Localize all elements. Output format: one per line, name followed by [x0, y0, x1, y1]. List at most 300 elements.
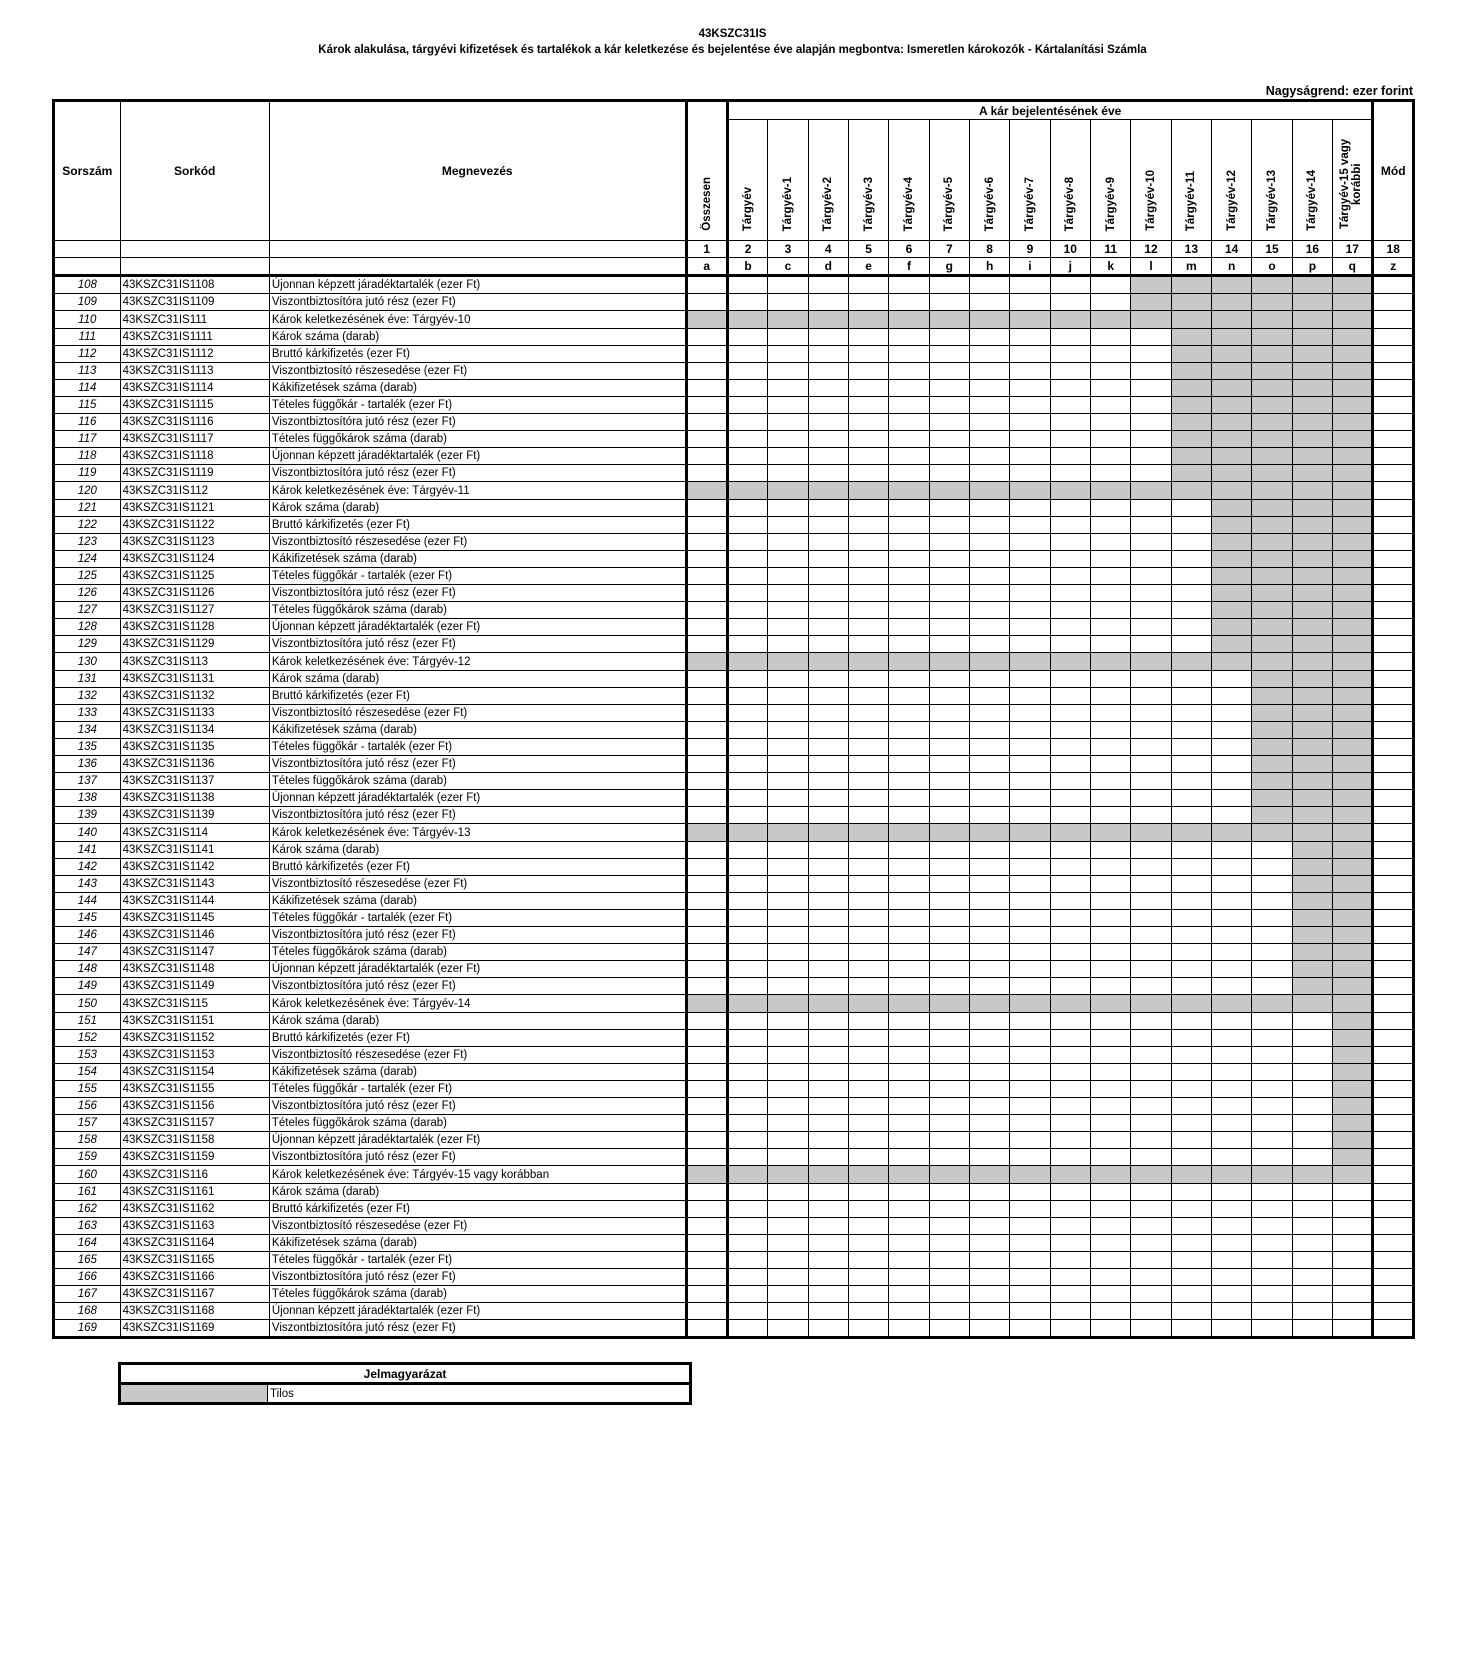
cell-4[interactable] — [808, 414, 848, 431]
cell-7[interactable] — [929, 363, 969, 380]
cell-12[interactable] — [1131, 311, 1171, 329]
cell-4[interactable] — [808, 1030, 848, 1047]
cell-3[interactable] — [768, 448, 808, 465]
cell-4[interactable] — [808, 517, 848, 534]
cell-12[interactable] — [1131, 944, 1171, 961]
cell-1[interactable] — [686, 448, 727, 465]
cell-17[interactable] — [1333, 978, 1373, 995]
cell-4[interactable] — [808, 380, 848, 397]
cell-2[interactable] — [727, 807, 767, 824]
cell-17[interactable] — [1333, 431, 1373, 448]
cell-10[interactable] — [1050, 1013, 1090, 1030]
cell-4[interactable] — [808, 1064, 848, 1081]
cell-18[interactable] — [1373, 1303, 1414, 1320]
cell-8[interactable] — [969, 636, 1009, 653]
cell-12[interactable] — [1131, 619, 1171, 636]
cell-10[interactable] — [1050, 927, 1090, 944]
cell-7[interactable] — [929, 978, 969, 995]
cell-2[interactable] — [727, 1184, 767, 1201]
cell-15[interactable] — [1252, 688, 1292, 705]
cell-12[interactable] — [1131, 448, 1171, 465]
cell-16[interactable] — [1292, 1320, 1332, 1338]
cell-14[interactable] — [1212, 1184, 1252, 1201]
cell-3[interactable] — [768, 1320, 808, 1338]
cell-18[interactable] — [1373, 1166, 1414, 1184]
cell-14[interactable] — [1212, 927, 1252, 944]
cell-13[interactable] — [1171, 534, 1211, 551]
cell-14[interactable] — [1212, 807, 1252, 824]
cell-18[interactable] — [1373, 824, 1414, 842]
cell-13[interactable] — [1171, 1013, 1211, 1030]
cell-8[interactable] — [969, 1030, 1009, 1047]
cell-5[interactable] — [848, 346, 888, 363]
cell-12[interactable] — [1131, 414, 1171, 431]
cell-12[interactable] — [1131, 329, 1171, 346]
cell-7[interactable] — [929, 1184, 969, 1201]
cell-17[interactable] — [1333, 807, 1373, 824]
cell-14[interactable] — [1212, 500, 1252, 517]
cell-8[interactable] — [969, 465, 1009, 482]
cell-5[interactable] — [848, 465, 888, 482]
cell-18[interactable] — [1373, 1269, 1414, 1286]
cell-9[interactable] — [1010, 773, 1050, 790]
cell-3[interactable] — [768, 482, 808, 500]
cell-11[interactable] — [1090, 431, 1130, 448]
cell-4[interactable] — [808, 585, 848, 602]
cell-15[interactable] — [1252, 1184, 1292, 1201]
cell-7[interactable] — [929, 893, 969, 910]
cell-4[interactable] — [808, 1269, 848, 1286]
cell-14[interactable] — [1212, 842, 1252, 859]
cell-6[interactable] — [889, 859, 929, 876]
cell-5[interactable] — [848, 500, 888, 517]
cell-9[interactable] — [1010, 431, 1050, 448]
cell-12[interactable] — [1131, 1166, 1171, 1184]
cell-12[interactable] — [1131, 294, 1171, 311]
cell-17[interactable] — [1333, 602, 1373, 619]
cell-6[interactable] — [889, 482, 929, 500]
cell-12[interactable] — [1131, 1218, 1171, 1235]
cell-9[interactable] — [1010, 688, 1050, 705]
cell-2[interactable] — [727, 500, 767, 517]
cell-8[interactable] — [969, 859, 1009, 876]
cell-8[interactable] — [969, 824, 1009, 842]
cell-5[interactable] — [848, 671, 888, 688]
cell-16[interactable] — [1292, 465, 1332, 482]
cell-18[interactable] — [1373, 1132, 1414, 1149]
cell-2[interactable] — [727, 1201, 767, 1218]
cell-16[interactable] — [1292, 859, 1332, 876]
cell-14[interactable] — [1212, 1235, 1252, 1252]
cell-10[interactable] — [1050, 653, 1090, 671]
cell-14[interactable] — [1212, 311, 1252, 329]
cell-10[interactable] — [1050, 824, 1090, 842]
cell-6[interactable] — [889, 1303, 929, 1320]
cell-12[interactable] — [1131, 927, 1171, 944]
cell-14[interactable] — [1212, 397, 1252, 414]
cell-1[interactable] — [686, 893, 727, 910]
cell-8[interactable] — [969, 1218, 1009, 1235]
cell-8[interactable] — [969, 1166, 1009, 1184]
cell-5[interactable] — [848, 1252, 888, 1269]
cell-16[interactable] — [1292, 807, 1332, 824]
cell-9[interactable] — [1010, 790, 1050, 807]
cell-11[interactable] — [1090, 1132, 1130, 1149]
cell-1[interactable] — [686, 517, 727, 534]
cell-17[interactable] — [1333, 465, 1373, 482]
cell-14[interactable] — [1212, 482, 1252, 500]
cell-4[interactable] — [808, 294, 848, 311]
cell-3[interactable] — [768, 961, 808, 978]
cell-17[interactable] — [1333, 1320, 1373, 1338]
cell-1[interactable] — [686, 551, 727, 568]
cell-13[interactable] — [1171, 1115, 1211, 1132]
cell-10[interactable] — [1050, 859, 1090, 876]
cell-15[interactable] — [1252, 859, 1292, 876]
cell-15[interactable] — [1252, 568, 1292, 585]
cell-5[interactable] — [848, 688, 888, 705]
cell-9[interactable] — [1010, 944, 1050, 961]
cell-17[interactable] — [1333, 1081, 1373, 1098]
cell-15[interactable] — [1252, 722, 1292, 739]
cell-2[interactable] — [727, 961, 767, 978]
cell-9[interactable] — [1010, 500, 1050, 517]
cell-15[interactable] — [1252, 602, 1292, 619]
cell-12[interactable] — [1131, 910, 1171, 927]
cell-17[interactable] — [1333, 448, 1373, 465]
cell-9[interactable] — [1010, 1320, 1050, 1338]
cell-9[interactable] — [1010, 756, 1050, 773]
cell-7[interactable] — [929, 465, 969, 482]
cell-11[interactable] — [1090, 859, 1130, 876]
cell-15[interactable] — [1252, 431, 1292, 448]
cell-14[interactable] — [1212, 363, 1252, 380]
cell-15[interactable] — [1252, 1201, 1292, 1218]
cell-7[interactable] — [929, 1030, 969, 1047]
cell-2[interactable] — [727, 1166, 767, 1184]
cell-9[interactable] — [1010, 1184, 1050, 1201]
cell-5[interactable] — [848, 397, 888, 414]
cell-5[interactable] — [848, 995, 888, 1013]
cell-13[interactable] — [1171, 619, 1211, 636]
cell-14[interactable] — [1212, 1030, 1252, 1047]
cell-9[interactable] — [1010, 1235, 1050, 1252]
cell-18[interactable] — [1373, 739, 1414, 756]
cell-8[interactable] — [969, 363, 1009, 380]
cell-9[interactable] — [1010, 910, 1050, 927]
cell-6[interactable] — [889, 1047, 929, 1064]
cell-18[interactable] — [1373, 910, 1414, 927]
cell-4[interactable] — [808, 1252, 848, 1269]
cell-11[interactable] — [1090, 636, 1130, 653]
cell-14[interactable] — [1212, 414, 1252, 431]
cell-3[interactable] — [768, 653, 808, 671]
cell-15[interactable] — [1252, 585, 1292, 602]
cell-4[interactable] — [808, 329, 848, 346]
cell-15[interactable] — [1252, 1081, 1292, 1098]
cell-15[interactable] — [1252, 448, 1292, 465]
cell-7[interactable] — [929, 739, 969, 756]
cell-17[interactable] — [1333, 1166, 1373, 1184]
cell-6[interactable] — [889, 465, 929, 482]
cell-8[interactable] — [969, 500, 1009, 517]
cell-7[interactable] — [929, 311, 969, 329]
cell-6[interactable] — [889, 1320, 929, 1338]
cell-7[interactable] — [929, 1064, 969, 1081]
cell-11[interactable] — [1090, 1081, 1130, 1098]
cell-13[interactable] — [1171, 465, 1211, 482]
cell-17[interactable] — [1333, 329, 1373, 346]
cell-12[interactable] — [1131, 1235, 1171, 1252]
cell-7[interactable] — [929, 756, 969, 773]
cell-7[interactable] — [929, 859, 969, 876]
cell-17[interactable] — [1333, 346, 1373, 363]
cell-3[interactable] — [768, 1201, 808, 1218]
cell-3[interactable] — [768, 1047, 808, 1064]
cell-5[interactable] — [848, 380, 888, 397]
cell-3[interactable] — [768, 790, 808, 807]
cell-12[interactable] — [1131, 739, 1171, 756]
cell-5[interactable] — [848, 568, 888, 585]
cell-3[interactable] — [768, 688, 808, 705]
cell-1[interactable] — [686, 671, 727, 688]
cell-6[interactable] — [889, 790, 929, 807]
cell-3[interactable] — [768, 671, 808, 688]
cell-12[interactable] — [1131, 859, 1171, 876]
cell-18[interactable] — [1373, 1252, 1414, 1269]
cell-14[interactable] — [1212, 346, 1252, 363]
cell-15[interactable] — [1252, 1286, 1292, 1303]
cell-2[interactable] — [727, 448, 767, 465]
cell-5[interactable] — [848, 1235, 888, 1252]
cell-8[interactable] — [969, 619, 1009, 636]
cell-6[interactable] — [889, 739, 929, 756]
cell-3[interactable] — [768, 363, 808, 380]
cell-11[interactable] — [1090, 995, 1130, 1013]
cell-11[interactable] — [1090, 978, 1130, 995]
cell-15[interactable] — [1252, 842, 1292, 859]
cell-1[interactable] — [686, 1115, 727, 1132]
cell-13[interactable] — [1171, 329, 1211, 346]
cell-18[interactable] — [1373, 1149, 1414, 1166]
cell-13[interactable] — [1171, 739, 1211, 756]
cell-9[interactable] — [1010, 1218, 1050, 1235]
cell-7[interactable] — [929, 1149, 969, 1166]
cell-13[interactable] — [1171, 893, 1211, 910]
cell-4[interactable] — [808, 1115, 848, 1132]
cell-16[interactable] — [1292, 380, 1332, 397]
cell-17[interactable] — [1333, 876, 1373, 893]
cell-8[interactable] — [969, 1286, 1009, 1303]
cell-1[interactable] — [686, 995, 727, 1013]
cell-9[interactable] — [1010, 824, 1050, 842]
cell-4[interactable] — [808, 790, 848, 807]
cell-10[interactable] — [1050, 1115, 1090, 1132]
cell-18[interactable] — [1373, 1030, 1414, 1047]
cell-6[interactable] — [889, 1030, 929, 1047]
cell-16[interactable] — [1292, 363, 1332, 380]
cell-6[interactable] — [889, 773, 929, 790]
cell-12[interactable] — [1131, 431, 1171, 448]
cell-17[interactable] — [1333, 910, 1373, 927]
cell-10[interactable] — [1050, 602, 1090, 619]
cell-17[interactable] — [1333, 1064, 1373, 1081]
cell-1[interactable] — [686, 465, 727, 482]
cell-9[interactable] — [1010, 978, 1050, 995]
cell-1[interactable] — [686, 1218, 727, 1235]
cell-7[interactable] — [929, 517, 969, 534]
cell-1[interactable] — [686, 346, 727, 363]
cell-16[interactable] — [1292, 1013, 1332, 1030]
cell-12[interactable] — [1131, 380, 1171, 397]
cell-1[interactable] — [686, 602, 727, 619]
cell-18[interactable] — [1373, 1201, 1414, 1218]
cell-13[interactable] — [1171, 380, 1211, 397]
cell-15[interactable] — [1252, 363, 1292, 380]
cell-9[interactable] — [1010, 671, 1050, 688]
cell-13[interactable] — [1171, 1132, 1211, 1149]
cell-1[interactable] — [686, 1286, 727, 1303]
cell-2[interactable] — [727, 346, 767, 363]
cell-6[interactable] — [889, 448, 929, 465]
cell-9[interactable] — [1010, 363, 1050, 380]
cell-8[interactable] — [969, 927, 1009, 944]
cell-13[interactable] — [1171, 1030, 1211, 1047]
cell-1[interactable] — [686, 688, 727, 705]
cell-12[interactable] — [1131, 1132, 1171, 1149]
cell-8[interactable] — [969, 1098, 1009, 1115]
cell-12[interactable] — [1131, 995, 1171, 1013]
cell-11[interactable] — [1090, 517, 1130, 534]
cell-5[interactable] — [848, 448, 888, 465]
cell-18[interactable] — [1373, 653, 1414, 671]
cell-13[interactable] — [1171, 1098, 1211, 1115]
cell-8[interactable] — [969, 1047, 1009, 1064]
cell-1[interactable] — [686, 859, 727, 876]
cell-7[interactable] — [929, 688, 969, 705]
cell-15[interactable] — [1252, 927, 1292, 944]
cell-8[interactable] — [969, 1184, 1009, 1201]
cell-2[interactable] — [727, 1030, 767, 1047]
cell-15[interactable] — [1252, 876, 1292, 893]
cell-2[interactable] — [727, 465, 767, 482]
cell-4[interactable] — [808, 773, 848, 790]
cell-8[interactable] — [969, 294, 1009, 311]
cell-9[interactable] — [1010, 739, 1050, 756]
cell-9[interactable] — [1010, 876, 1050, 893]
cell-12[interactable] — [1131, 1252, 1171, 1269]
cell-16[interactable] — [1292, 414, 1332, 431]
cell-18[interactable] — [1373, 927, 1414, 944]
cell-7[interactable] — [929, 944, 969, 961]
cell-9[interactable] — [1010, 1030, 1050, 1047]
cell-10[interactable] — [1050, 1235, 1090, 1252]
cell-16[interactable] — [1292, 1166, 1332, 1184]
cell-16[interactable] — [1292, 346, 1332, 363]
cell-4[interactable] — [808, 1132, 848, 1149]
cell-9[interactable] — [1010, 927, 1050, 944]
cell-8[interactable] — [969, 568, 1009, 585]
cell-7[interactable] — [929, 653, 969, 671]
cell-6[interactable] — [889, 927, 929, 944]
cell-2[interactable] — [727, 842, 767, 859]
cell-2[interactable] — [727, 790, 767, 807]
cell-13[interactable] — [1171, 807, 1211, 824]
cell-6[interactable] — [889, 995, 929, 1013]
cell-10[interactable] — [1050, 722, 1090, 739]
cell-6[interactable] — [889, 653, 929, 671]
cell-7[interactable] — [929, 329, 969, 346]
cell-14[interactable] — [1212, 1064, 1252, 1081]
cell-5[interactable] — [848, 311, 888, 329]
cell-2[interactable] — [727, 927, 767, 944]
cell-1[interactable] — [686, 414, 727, 431]
cell-10[interactable] — [1050, 1269, 1090, 1286]
cell-16[interactable] — [1292, 1286, 1332, 1303]
cell-6[interactable] — [889, 705, 929, 722]
cell-4[interactable] — [808, 500, 848, 517]
cell-13[interactable] — [1171, 1149, 1211, 1166]
cell-11[interactable] — [1090, 876, 1130, 893]
cell-10[interactable] — [1050, 1081, 1090, 1098]
cell-13[interactable] — [1171, 773, 1211, 790]
cell-17[interactable] — [1333, 311, 1373, 329]
cell-16[interactable] — [1292, 1132, 1332, 1149]
cell-15[interactable] — [1252, 978, 1292, 995]
cell-17[interactable] — [1333, 842, 1373, 859]
cell-15[interactable] — [1252, 380, 1292, 397]
cell-1[interactable] — [686, 739, 727, 756]
cell-11[interactable] — [1090, 397, 1130, 414]
cell-18[interactable] — [1373, 671, 1414, 688]
cell-8[interactable] — [969, 1064, 1009, 1081]
cell-2[interactable] — [727, 1081, 767, 1098]
cell-7[interactable] — [929, 619, 969, 636]
cell-9[interactable] — [1010, 1081, 1050, 1098]
cell-16[interactable] — [1292, 568, 1332, 585]
cell-15[interactable] — [1252, 671, 1292, 688]
cell-8[interactable] — [969, 807, 1009, 824]
cell-16[interactable] — [1292, 1252, 1332, 1269]
cell-16[interactable] — [1292, 1184, 1332, 1201]
cell-1[interactable] — [686, 790, 727, 807]
cell-9[interactable] — [1010, 619, 1050, 636]
cell-13[interactable] — [1171, 722, 1211, 739]
cell-18[interactable] — [1373, 807, 1414, 824]
cell-18[interactable] — [1373, 448, 1414, 465]
cell-10[interactable] — [1050, 311, 1090, 329]
cell-8[interactable] — [969, 961, 1009, 978]
cell-2[interactable] — [727, 311, 767, 329]
cell-13[interactable] — [1171, 568, 1211, 585]
cell-2[interactable] — [727, 1218, 767, 1235]
cell-3[interactable] — [768, 1013, 808, 1030]
cell-7[interactable] — [929, 276, 969, 294]
cell-6[interactable] — [889, 1286, 929, 1303]
cell-10[interactable] — [1050, 1201, 1090, 1218]
cell-18[interactable] — [1373, 380, 1414, 397]
cell-11[interactable] — [1090, 1252, 1130, 1269]
cell-13[interactable] — [1171, 517, 1211, 534]
cell-13[interactable] — [1171, 1235, 1211, 1252]
cell-9[interactable] — [1010, 585, 1050, 602]
cell-8[interactable] — [969, 773, 1009, 790]
cell-3[interactable] — [768, 807, 808, 824]
cell-11[interactable] — [1090, 602, 1130, 619]
cell-2[interactable] — [727, 1115, 767, 1132]
cell-10[interactable] — [1050, 893, 1090, 910]
cell-9[interactable] — [1010, 1115, 1050, 1132]
